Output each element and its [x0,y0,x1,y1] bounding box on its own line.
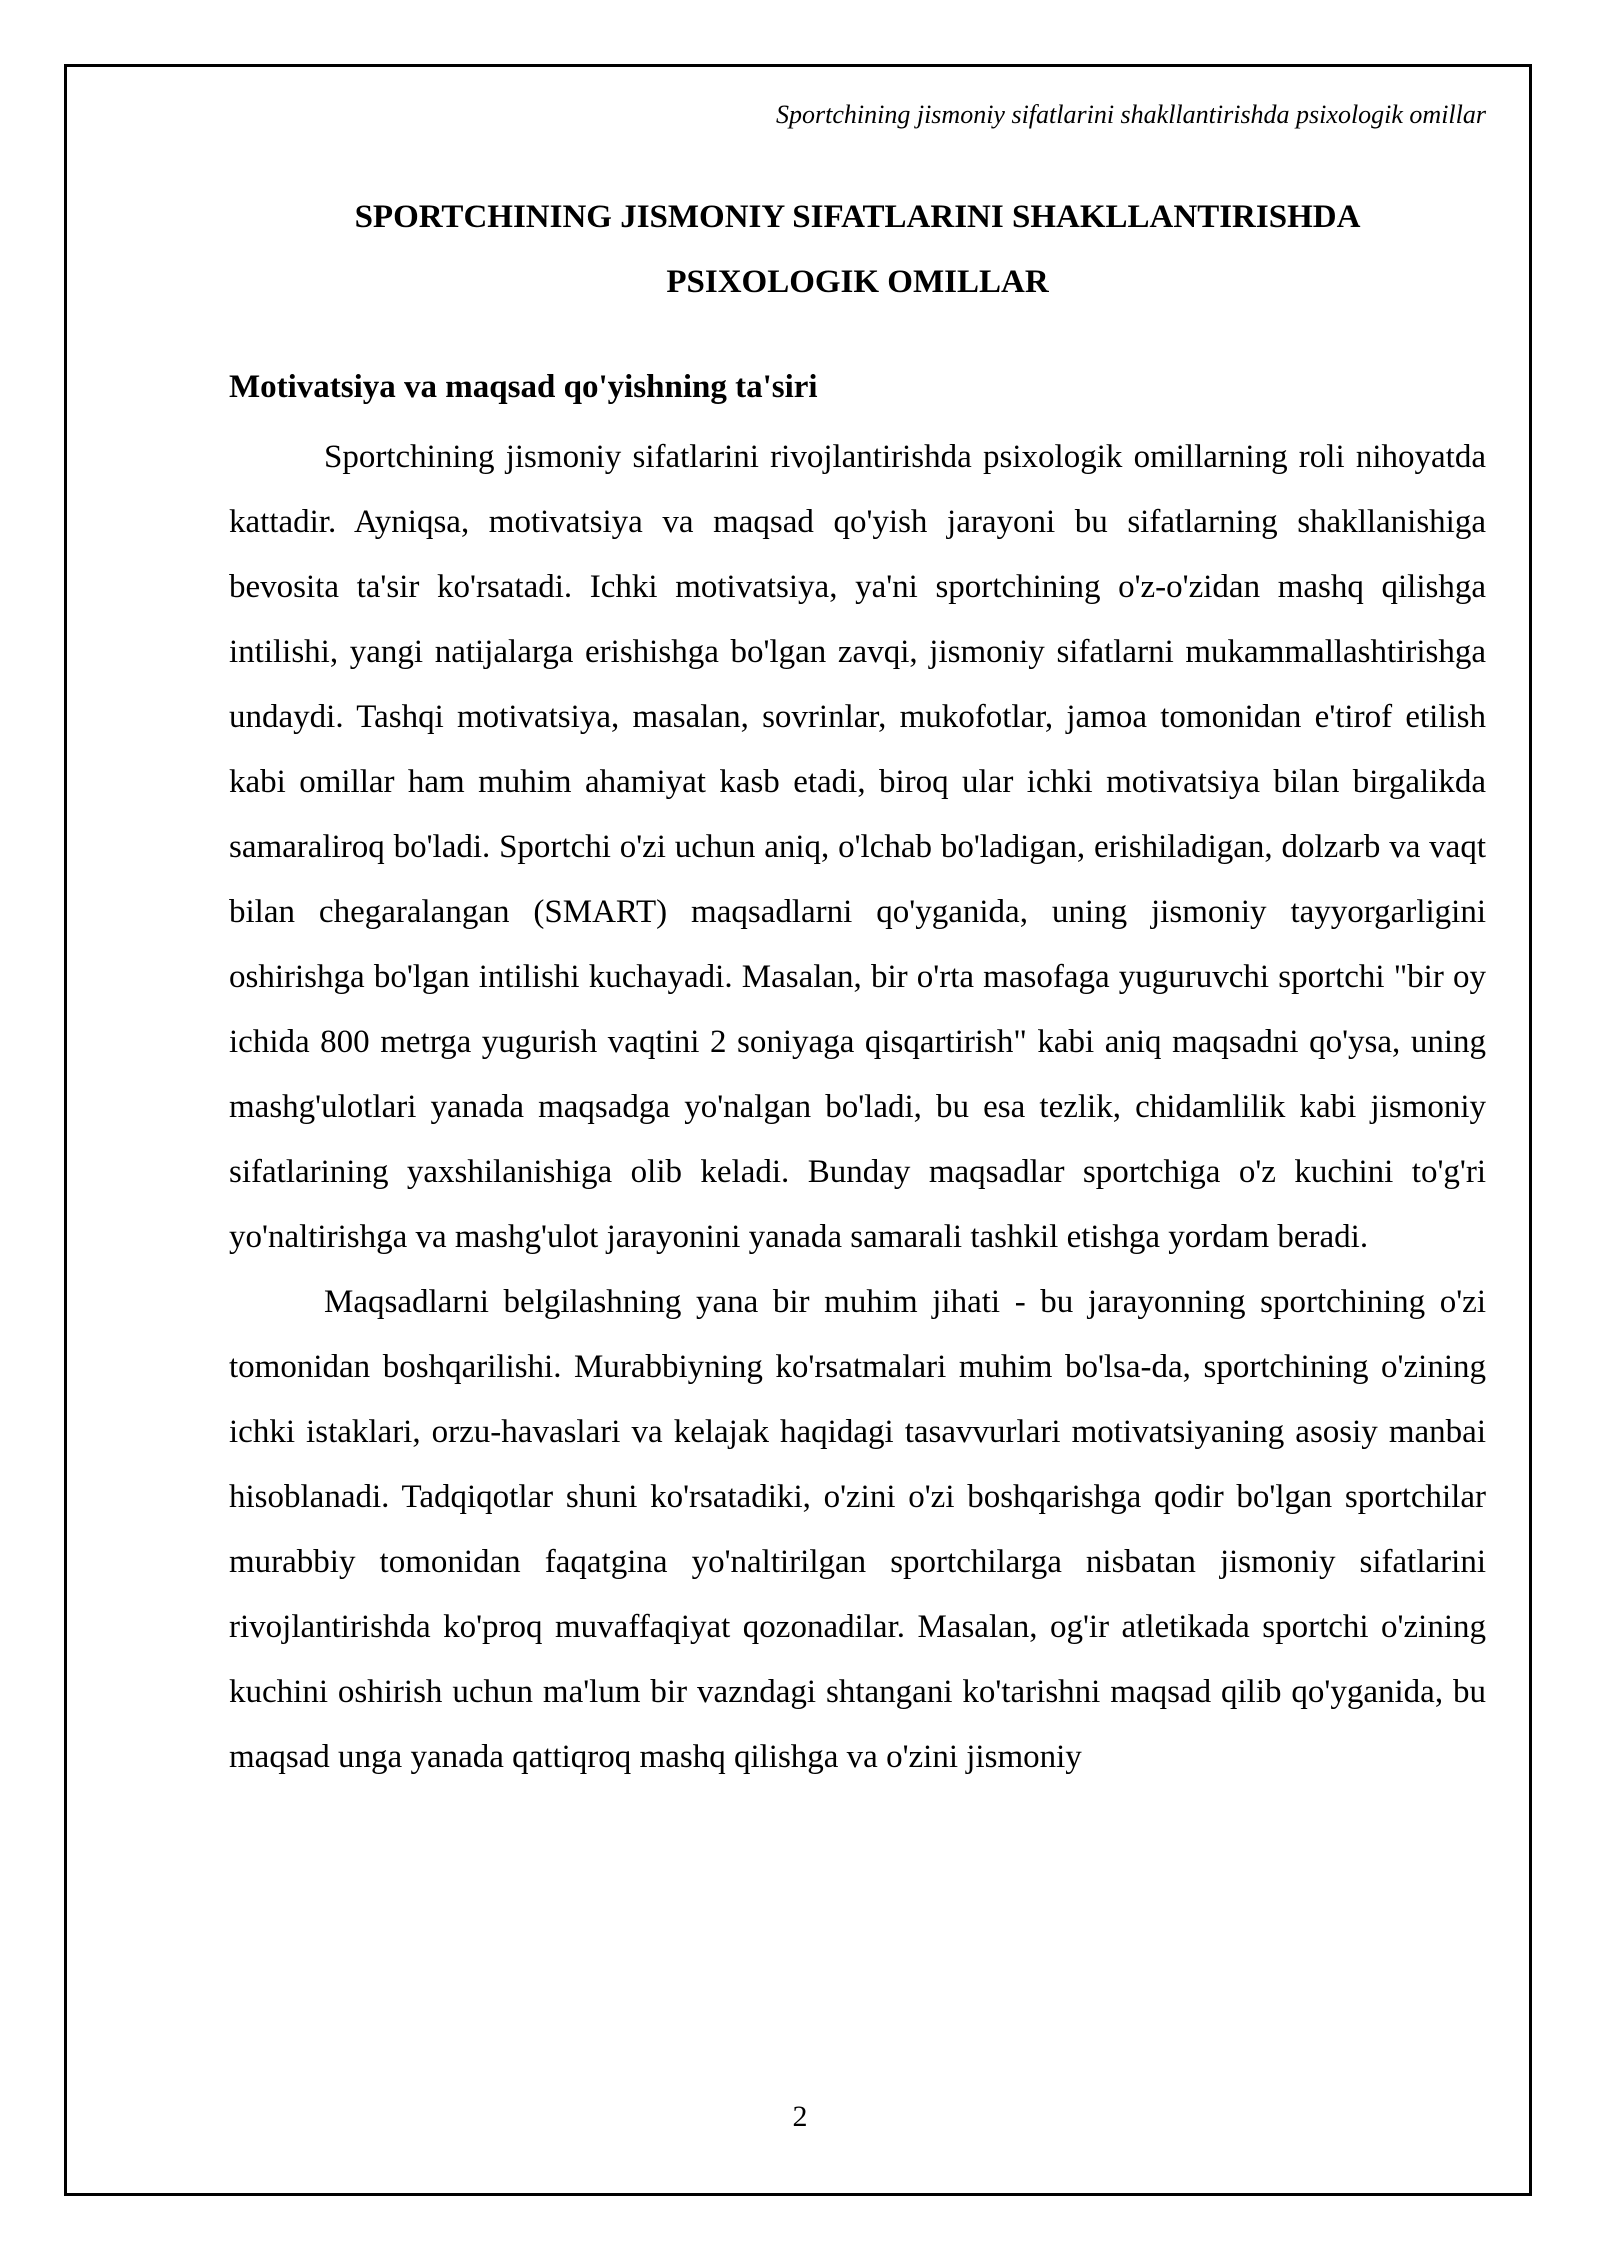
page-number: 2 [792,2100,808,2133]
section-heading: Motivatsiya va maqsad qo'yishning ta'siri [229,369,818,405]
document-title-line-2: PSIXOLOGIK OMILLAR [666,264,1049,300]
paragraph-2: Maqsadlarni belgilashning yana bir muhim jihati - bu jarayonning sportchining o'zi tomonidan boshqarilishi. Murabbiyning ko'rsatmalari muhim bo'lsa-da, sportchining o'zining ichki istaklari, orzu-havaslari va kelajak haqidagi tasavvurlari motivatsiyaning asosiy manbai hisoblanadi. Tadqiqotlar shuni ko'rsatadiki, o'zini o'zi boshqarishga qodir bo'lgan sportchilar murabbiy tomonidan faqatgina yo'naltirilgan sportchilarga nisbatan jismoniy sifatlarini rivojlantirishda ko'proq muvaffaqiyat qozonadilar. Masalan, og'ir atletikada sportchi o'zining kuchini oshirish uchun ma'lum bir vazndagi shtangani ko'tarishni maqsad qilib qo'yganida, bu maqsad unga yanada qattiqroq mashq qilishga va o'zini jismoniy [229,1284,1486,1775]
document-title-line-1: SPORTCHINING JISMONIY SIFATLARINI SHAKLLANTIRISHDA [354,199,1361,235]
running-header: Sportchining jismoniy sifatlarini shakllantirishda psixologik omillar [776,100,1486,129]
paragraph-1: Sportchining jismoniy sifatlarini rivojlantirishda psixologik omillarning roli nihoyatda kattadir. Ayniqsa, motivatsiya va maqsad qo'yish jarayoni bu sifatlarning shakllanishiga bevosita ta'sir ko'rsatadi. Ichki motivatsiya, ya'ni sportchining o'z-o'zidan mashq qilishga intilishi, yangi natijalarga erishishga bo'lgan zavqi, jismoniy sifatlarni mukammallashtirishga undaydi. Tashqi motivatsiya, masalan, sovrinlar, mukofotlar, jamoa tomonidan e'tirof etilish kabi omillar ham muhim ahamiyat kasb etadi, biroq ular ichki motivatsiya bilan birgalikda samaraliroq bo'ladi. Sportchi o'zi uchun aniq, o'lchab bo'ladigan, erishiladigan, dolzarb va vaqt bilan chegaralangan (SMART) maqsadlarni qo'yganida, uning jismoniy tayyorgarligini oshirishga bo'lgan intilishi kuchayadi. Masalan, bir o'rta masofaga yuguruvchi sportchi "bir oy ichida 800 metrga yugurish vaqtini 2 soniyaga qisqartirish" kabi aniq maqsadni qo'ysa, uning mashg'ulotlari yanada maqsadga yo'nalgan bo'ladi, bu esa tezlik, chidamlilik kabi jismoniy sifatlarining yaxshilanishiga olib keladi. Bunday maqsadlar sportchiga o'z kuchini to'g'ri yo'naltirishga va mashg'ulot jarayonini yanada samarali tashkil etishga yordam beradi. [229,439,1486,1255]
document-title [229,185,1486,315]
document-body [229,185,1486,1790]
